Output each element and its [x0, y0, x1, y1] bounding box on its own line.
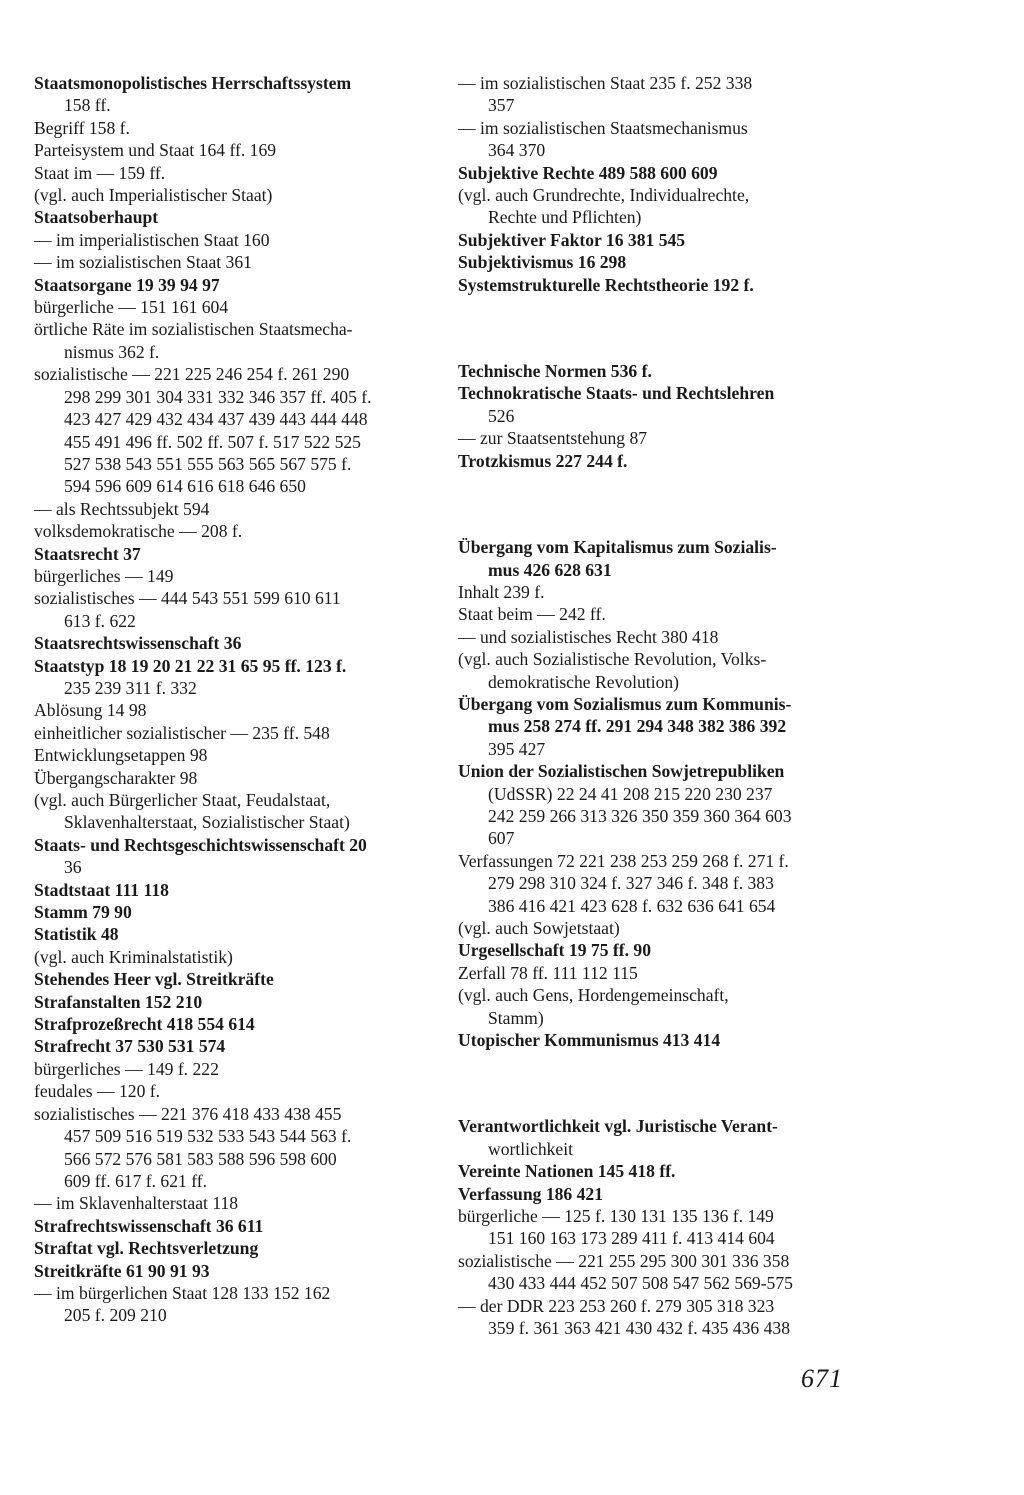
index-entry: (UdSSR) 22 24 41 208 215 220 230 237: [488, 783, 773, 804]
index-headword: Vereinte Nationen 145 418 ff.: [458, 1161, 676, 1182]
index-entry: nismus 362 f.: [64, 341, 160, 362]
index-entry: Staat beim — 242 ff.: [458, 604, 606, 625]
index-entry: (vgl. auch Grundrechte, Individualrechte,: [458, 185, 750, 206]
index-entry: 359 f. 361 363 421 430 432 f. 435 436 438: [488, 1318, 791, 1339]
index-entry: 566 572 576 581 583 588 596 598 600: [64, 1148, 337, 1169]
index-entry: — im bürgerlichen Staat 128 133 152 162: [34, 1282, 331, 1303]
index-headword: Stadtstaat 111 118: [34, 879, 169, 900]
index-entry: — als Rechtssubjekt 594: [34, 498, 210, 519]
index-entry: bürgerliches — 149 f. 222: [34, 1058, 219, 1079]
index-entry: demokratische Revolution): [488, 671, 680, 692]
index-entry: — im Sklavenhalterstaat 118: [34, 1193, 239, 1214]
index-headword: Trotzkismus 227 244 f.: [458, 450, 628, 471]
index-entry: Übergangscharakter 98: [34, 767, 198, 788]
index-entry: 430 433 444 452 507 508 547 562 569-575: [488, 1273, 793, 1294]
index-entry: bürgerliches — 149: [34, 565, 174, 586]
index-entry: 395 427: [488, 738, 546, 759]
index-entry: bürgerliche — 151 161 604: [34, 297, 229, 318]
index-entry: sozialistisches — 444 543 551 599 610 611: [34, 588, 341, 609]
index-headword: Staatsmonopolistisches Herrschaftssystem: [34, 73, 352, 93]
index-headword: Utopischer Kommunismus 413 414: [458, 1030, 721, 1051]
index-entry: (vgl. auch Gens, Hordengemeinschaft,: [458, 985, 729, 1006]
index-entry: 298 299 301 304 331 332 346 357 ff. 405 f.: [64, 386, 372, 407]
index-headword: Staatsoberhaupt: [34, 207, 159, 228]
index-entry: — im sozialistischen Staat 235 f. 252 338: [458, 73, 753, 93]
index-headword: Strafprozeßrecht 418 554 614: [34, 1014, 255, 1035]
index-headword: Urgesellschaft 19 75 ff. 90: [458, 940, 651, 961]
index-entry: — und sozialistisches Recht 380 418: [458, 626, 719, 647]
index-entry: Ablösung 14 98: [34, 700, 147, 721]
index-headword: Technokratische Staats- und Rechtslehren: [458, 383, 775, 404]
index-headword: Stamm 79 90: [34, 902, 132, 923]
index-headword: Straftat vgl. Rechtsverletzung: [34, 1238, 259, 1259]
index-headword: Streitkräfte 61 90 91 93: [34, 1260, 210, 1281]
index-headword: mus 426 628 631: [488, 559, 612, 580]
index-headword: Subjektiver Faktor 16 381 545: [458, 229, 686, 250]
index-entry: — zur Staatsentstehung 87: [458, 428, 648, 449]
index-entry: (vgl. auch Kriminalstatistik): [34, 946, 233, 967]
index-headword: Systemstrukturelle Rechtstheorie 192 f.: [458, 274, 754, 295]
index-entry: (vgl. auch Sozialistische Revolution, Volks-: [458, 649, 767, 670]
index-headword: mus 258 274 ff. 291 294 348 382 386 392: [488, 716, 787, 737]
index-headword: Technische Normen 536 f.: [458, 361, 652, 382]
section-gap: [458, 296, 878, 360]
index-headword: Staatsorgane 19 39 94 97: [34, 274, 220, 295]
index-entry: 386 416 421 423 628 f. 632 636 641 654: [488, 895, 776, 916]
page-number: 671: [801, 1364, 843, 1393]
index-entry: 455 491 496 ff. 502 ff. 507 f. 517 522 525: [64, 431, 361, 452]
index-entry: — im imperialistischen Staat 160: [34, 229, 270, 250]
index-entry: 364 370: [488, 140, 546, 161]
index-entry: sozialistische — 221 225 246 254 f. 261 290: [34, 364, 350, 385]
index-headword: Strafrecht 37 530 531 574: [34, 1036, 226, 1057]
index-entry: — der DDR 223 253 260 f. 279 305 318 323: [458, 1295, 775, 1316]
index-entry: 527 538 543 551 555 563 565 567 575 f.: [64, 453, 352, 474]
left-index-column: [34, 72, 454, 1327]
index-entry: Zerfall 78 ff. 111 112 115: [458, 962, 638, 983]
index-entry: 151 160 163 173 289 411 f. 413 414 604: [488, 1228, 775, 1249]
index-entry: 235 239 311 f. 332: [64, 677, 197, 698]
index-entry: Verfassungen 72 221 238 253 259 268 f. 271 f.: [458, 850, 789, 871]
index-entry: bürgerliche — 125 f. 130 131 135 136 f. 149: [458, 1206, 774, 1227]
index-entry: wortlichkeit: [488, 1138, 574, 1159]
index-headword: Staatstyp 18 19 20 21 22 31 65 95 ff. 123 f.: [34, 655, 347, 676]
index-entry: örtliche Räte im sozialistischen Staatsmecha-: [34, 319, 353, 340]
right-index-column: [458, 72, 878, 1340]
index-headword: Staatsrecht 37: [34, 543, 141, 564]
index-headword: Strafrechtswissenschaft 36 611: [34, 1215, 264, 1236]
index-entry: Entwicklungsetappen 98: [34, 745, 208, 766]
index-entry: Staat im — 159 ff.: [34, 162, 166, 183]
section-gap: [458, 472, 878, 536]
index-entry: (vgl. auch Imperialistischer Staat): [34, 185, 273, 206]
index-headword: Strafanstalten 152 210: [34, 991, 203, 1012]
index-entry: einheitlicher sozialistischer — 235 ff. 548: [34, 722, 330, 743]
index-headword: Übergang vom Kapitalismus zum Sozialis-: [458, 537, 777, 558]
index-entry: (vgl. auch Sowjetstaat): [458, 918, 620, 938]
index-entry: — im sozialistischen Staat 361: [34, 252, 252, 273]
index-headword: Stehendes Heer vgl. Streitkräfte: [34, 969, 274, 990]
index-entry: Inhalt 239 f.: [458, 581, 545, 602]
index-headword: Statistik 48: [34, 924, 119, 945]
index-entry: Parteisystem und Staat 164 ff. 169: [34, 140, 277, 161]
index-entry: 242 259 266 313 326 350 359 360 364 603: [488, 805, 792, 826]
index-headword: Übergang vom Sozialismus zum Kommunis-: [458, 693, 792, 714]
index-entry: feudales — 120 f.: [34, 1081, 161, 1102]
index-entry: 457 509 516 519 532 533 543 544 563 f.: [64, 1126, 352, 1147]
index-entry: (vgl. auch Bürgerlicher Staat, Feudalstaat,: [34, 790, 331, 810]
index-entry: sozialistische — 221 255 295 300 301 336 358: [458, 1250, 790, 1271]
index-entry: volksdemokratische — 208 f.: [34, 521, 243, 542]
index-headword: Union der Sozialistischen Sowjetrepubliken: [458, 761, 785, 782]
index-headword: Staats- und Rechtsgeschichtswissenschaft 20: [34, 834, 367, 855]
index-entry: Stamm): [488, 1007, 544, 1028]
index-headword: Verfassung 186 421: [458, 1183, 604, 1204]
index-entry: 607: [488, 828, 515, 849]
index-entry: 205 f. 209 210: [64, 1305, 167, 1326]
index-entry: 423 427 429 432 434 437 439 443 444 448: [64, 409, 368, 430]
index-entry: 279 298 310 324 f. 327 346 f. 348 f. 383: [488, 873, 774, 894]
section-gap: [458, 1051, 878, 1115]
index-entry: 357: [488, 95, 515, 116]
index-headword: Subjektivismus 16 298: [458, 252, 627, 273]
index-headword: Subjektive Rechte 489 588 600 609: [458, 162, 718, 183]
index-entry: 609 ff. 617 f. 621 ff.: [64, 1170, 208, 1191]
index-entry: Rechte und Pflichten): [488, 207, 642, 228]
index-entry: — im sozialistischen Staatsmechanismus: [458, 117, 748, 138]
index-headword: Verantwortlichkeit vgl. Juristische Verant-: [458, 1116, 778, 1137]
index-entry: 36: [64, 857, 82, 878]
index-entry: 158 ff.: [64, 95, 111, 116]
index-entry: 526: [488, 405, 515, 426]
index-entry: Begriff 158 f.: [34, 117, 130, 138]
index-entry: sozialistisches — 221 376 418 433 438 455: [34, 1103, 342, 1124]
index-entry: 594 596 609 614 616 618 646 650: [64, 476, 306, 497]
index-headword: Staatsrechtswissenschaft 36: [34, 633, 242, 654]
index-entry: Sklavenhalterstaat, Sozialistischer Staat): [64, 812, 350, 833]
index-entry: 613 f. 622: [64, 610, 136, 631]
